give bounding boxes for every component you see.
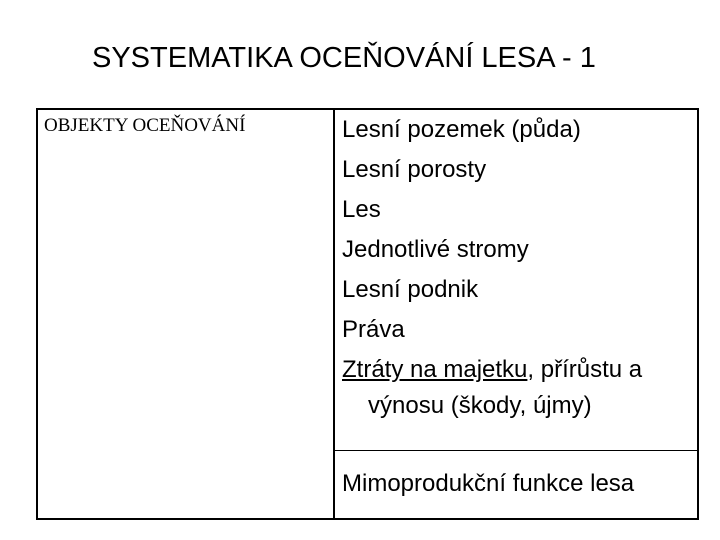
list-item: Lesní porosty: [342, 156, 487, 183]
list-item: Práva: [342, 316, 405, 343]
list-item-continuation: výnosu (škody, újmy): [368, 392, 592, 419]
objects-header-label: OBJEKTY OCEŇOVÁNÍ: [44, 115, 246, 136]
valuation-objects-list: [342, 110, 642, 422]
page-title: SYSTEMATIKA OCEŇOVÁNÍ LESA - 1: [92, 42, 596, 74]
list-item: Les: [342, 196, 381, 223]
list-item: Jednotlivé stromy: [342, 236, 529, 263]
losses-rest-text: , přírůstu a: [527, 356, 643, 383]
row-divider: [334, 450, 697, 451]
list-item: Lesní podnik: [342, 276, 479, 303]
column-divider: [333, 110, 335, 518]
losses-underlined-text: Ztráty na majetku: [342, 356, 528, 383]
valuation-table: [36, 108, 699, 520]
non-production-functions-cell: Mimoprodukční funkce lesa: [342, 470, 635, 497]
list-item-losses: [342, 350, 642, 390]
list-item: Lesní pozemek (půda): [342, 116, 581, 143]
